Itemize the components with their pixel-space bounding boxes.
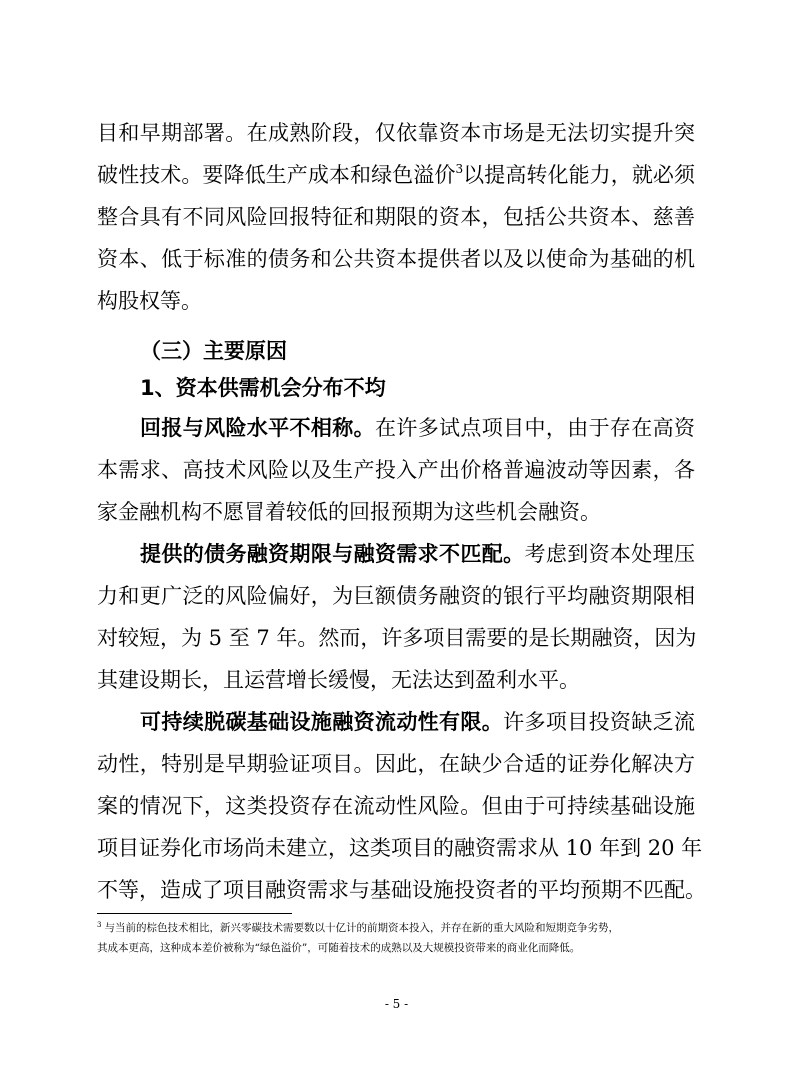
point-text: 许多项目投资缺乏流	[503, 710, 696, 734]
footnote-separator	[97, 913, 292, 914]
paragraph-line-last: 其建设期长，且运营增长缓慢，无法达到盈利水平。	[97, 668, 580, 692]
paragraph-line: 整合具有不同风险回报特征和期限的资本，包括公共资本、慈善	[97, 205, 695, 229]
paragraph-line: 本需求、高技术风险以及生产投入产出价格普遍波动等因素，各	[97, 458, 695, 482]
footnote-marker: 3	[97, 921, 102, 929]
paragraph-line-last: 家金融机构不愿冒着较低的回报预期为这些机会融资。	[97, 500, 601, 524]
paragraph-text: 破性技术。要降低生产成本和绿色溢价	[97, 163, 456, 187]
point-title: 可持续脱碳基础设施融资流动性有限。	[140, 710, 504, 734]
point-first-line	[140, 415, 695, 441]
point-text: 考虑到资本处理压	[524, 542, 696, 566]
paragraph-line-last: 构股权等。	[97, 289, 202, 313]
paragraph-line: 目和早期部署。在成熟阶段，仅依靠资本市场是无法切实提升突	[97, 121, 695, 145]
footnote-line	[97, 921, 619, 935]
paragraph-line: 资本、低于标准的债务和公共资本提供者以及以使命为基础的机	[97, 247, 695, 271]
page-number: - 5 -	[384, 997, 409, 1011]
paragraph-text: 以提高转化能力，就必须	[463, 163, 696, 187]
paragraph-line-with-footnote-ref	[97, 162, 695, 188]
paragraph-line: 对较短，为 5 至 7 年。然而，许多项目需要的是长期融资，因为	[97, 626, 697, 650]
point-title: 回报与风险水平不相称。	[140, 416, 375, 440]
subsection-heading: 1、资本供需机会分布不均	[140, 376, 386, 400]
point-title: 提供的债务融资期限与融资需求不匹配。	[140, 542, 525, 566]
paragraph-line: 动性，特别是早期验证项目。因此，在缺少合适的证券化解决方	[97, 752, 695, 776]
point-text: 在许多试点项目中，由于存在高资	[374, 416, 696, 440]
footnote-reference[interactable]: 3	[455, 162, 464, 176]
paragraph-line: 案的情况下，这类投资存在流动性风险。但由于可持续基础设施	[97, 794, 695, 818]
paragraph-line: 力和更广泛的风险偏好，为巨额债务融资的银行平均融资期限相	[97, 584, 695, 608]
paragraph-line: 项目证券化市场尚未建立，这类项目的融资需求从 10 年到 20 年	[97, 836, 703, 860]
point-first-line	[140, 709, 695, 735]
section-heading: （三）主要原因	[140, 339, 287, 363]
point-first-line	[140, 541, 695, 567]
footnote-line: 其成本更高，这种成本差价被称为“绿色溢价”，可随着技术的成熟以及大规模投资带来的商业化而降低。	[97, 942, 581, 954]
paragraph-line: 不等，造成了项目融资需求与基础设施投资者的平均预期不匹配。	[97, 878, 706, 902]
footnote-text: 与当前的棕色技术相比，新兴零碳技术需要数以十亿计的前期资本投入，并存在新的重大风险和短期竞争劣势，	[104, 922, 619, 934]
